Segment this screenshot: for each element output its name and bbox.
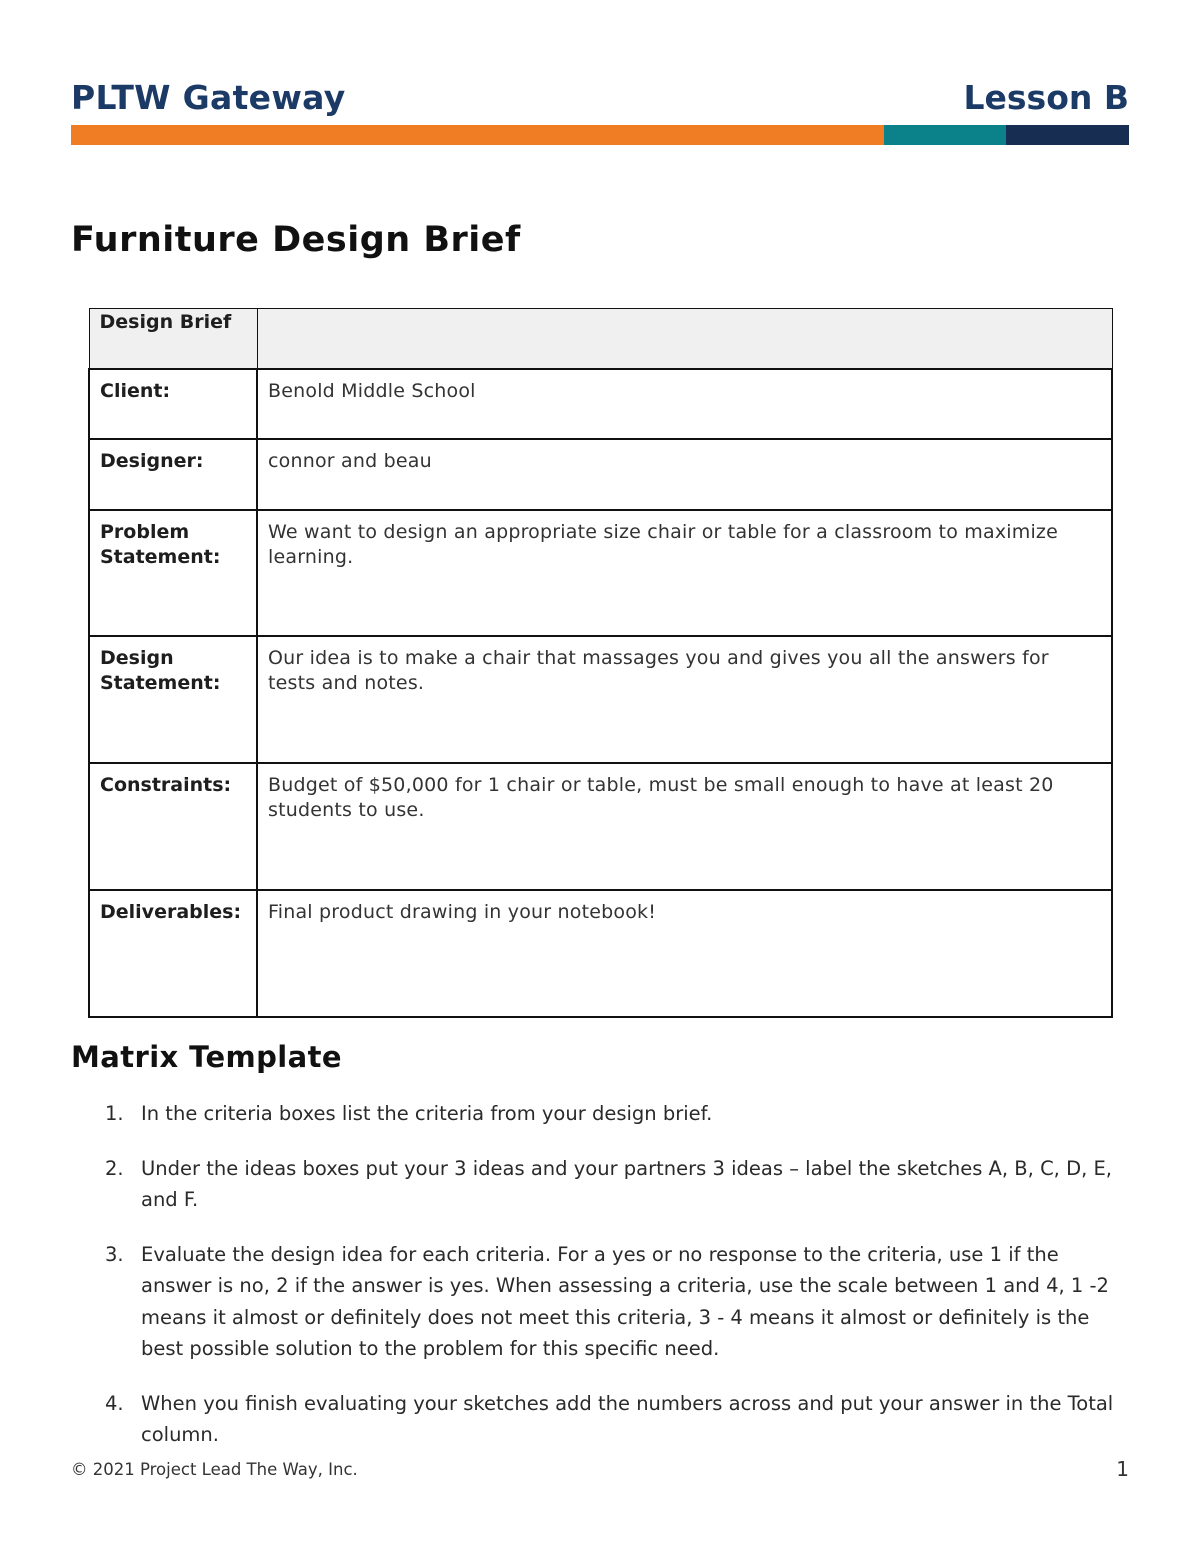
row-value-problem-statement: We want to design an appropriate size chair or table for a classroom to maximize learning. [257,510,1112,636]
table-header-row [89,309,1112,369]
list-item [71,1098,1131,1130]
list-item-number: 3. [105,1242,124,1266]
table-row [89,510,1112,636]
list-item-number: 1. [105,1102,124,1125]
design-brief-table [88,308,1113,1018]
section-title-matrix-template: Matrix Template [71,1040,342,1074]
header-bar-navy [1006,125,1129,145]
list-item-text: In the criteria boxes list the criteria from your design brief. [141,1102,713,1125]
list-item-number: 4. [105,1391,124,1415]
table-row [89,763,1112,890]
page-title: Furniture Design Brief [71,220,521,260]
row-label-client: Client: [89,369,257,439]
table-row [89,636,1112,763]
copyright-notice: © 2021 Project Lead The Way, Inc. [71,1460,358,1479]
table-row [89,369,1112,439]
row-label-design-statement: Design Statement: [89,636,257,763]
table-header-empty [257,309,1112,369]
list-item [71,1388,1131,1451]
list-item-text: Under the ideas boxes put your 3 ideas and your partners 3 ideas – label the sketches A, B, C, D, E, and F. [141,1156,1113,1211]
list-item-number: 2. [105,1156,124,1180]
lesson-label: Lesson B [963,78,1129,117]
row-label-constraints: Constraints: [89,763,257,890]
header-bar-teal [884,125,1006,145]
row-value-client: Benold Middle School [257,369,1112,439]
row-value-designer: connor and beau [257,439,1112,510]
row-label-problem-statement: Problem Statement: [89,510,257,636]
table-row [89,439,1112,510]
page-number: 1 [1116,1457,1129,1481]
row-label-deliverables: Deliverables: [89,890,257,1017]
list-item-text: When you finish evaluating your sketches add the numbers across and put your answer in the Total column. [141,1391,1114,1446]
row-value-design-statement: Our idea is to make a chair that massages you and gives you all the answers for tests and notes. [257,636,1112,763]
row-value-deliverables: Final product drawing in your notebook! [257,890,1112,1017]
table-row [89,890,1112,1017]
row-label-designer: Designer: [89,439,257,510]
list-item-text: Evaluate the design idea for each criteria. For a yes or no response to the criteria, use 1 if the answer is no, 2 if the answer is yes. When assessing a criteria, use the scale between 1 and 4, 1 -2 means it almost or definitely does not meet this criteria, 3 - 4 means it almost or definitely is the best possible solution to the problem for this specific need. [141,1242,1109,1360]
list-item [71,1239,1131,1365]
list-item [71,1153,1131,1216]
instructions-list [71,1098,1131,1474]
row-value-constraints: Budget of $50,000 for 1 chair or table, must be small enough to have at least 20 students to use. [257,763,1112,890]
header-bar-orange [71,125,884,145]
table-header-label: Design Brief [89,309,257,369]
header-title: PLTW Gateway [71,78,346,117]
